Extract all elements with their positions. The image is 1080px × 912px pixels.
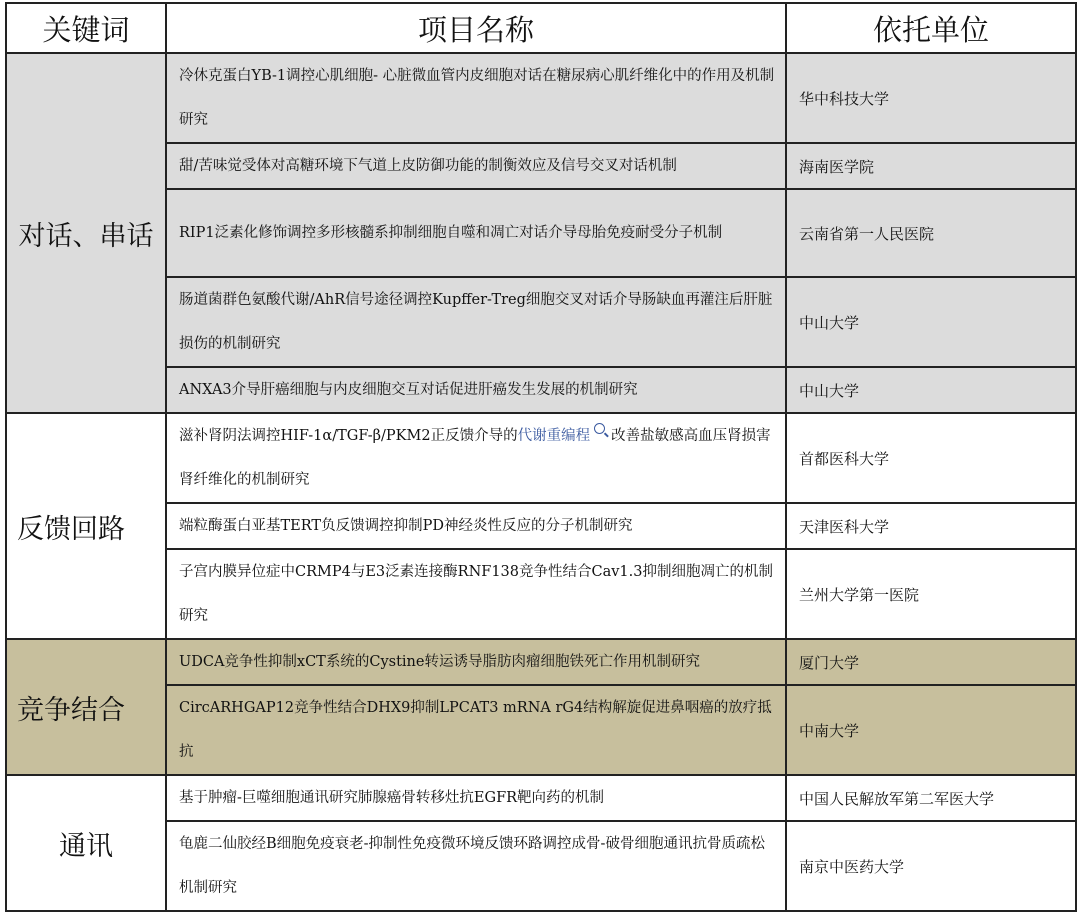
- unit-cell: 中山大学: [786, 367, 1076, 413]
- table-row: [6, 367, 1076, 413]
- header-unit: 依托单位: [786, 3, 1076, 53]
- project-cell: CircARHGAP12竞争性结合DHX9抑制LPCAT3 mRNA rG4结构解旋促进鼻咽癌的放疗抵抗: [166, 685, 786, 775]
- unit-cell: 中国人民解放军第二军医大学: [786, 775, 1076, 821]
- unit-cell: 南京中医药大学: [786, 821, 1076, 911]
- unit-cell: 天津医科大学: [786, 503, 1076, 549]
- keyword-cell: 对话、串话: [6, 53, 166, 413]
- table-row: [6, 821, 1076, 911]
- project-cell: ANXA3介导肝癌细胞与内皮细胞交互对话促进肝癌发生发展的机制研究: [166, 367, 786, 413]
- header-row: [6, 3, 1076, 53]
- table-body: [6, 53, 1076, 911]
- table-row: [6, 53, 1076, 143]
- table-row: [6, 775, 1076, 821]
- search-icon[interactable]: [594, 423, 605, 434]
- table-row: [6, 503, 1076, 549]
- keyword-cell: 竞争结合: [6, 639, 166, 775]
- project-cell: 基于肿瘤-巨噬细胞通讯研究肺腺癌骨转移灶抗EGFR靶向药的机制: [166, 775, 786, 821]
- header-project: 项目名称: [166, 3, 786, 53]
- table-row: [6, 413, 1076, 503]
- keyword-cell: 通讯: [6, 775, 166, 911]
- table-header: [6, 3, 1076, 53]
- project-table: [5, 2, 1077, 912]
- header-keyword: 关键词: [6, 3, 166, 53]
- unit-cell: 首都医科大学: [786, 413, 1076, 503]
- unit-cell: 海南医学院: [786, 143, 1076, 189]
- table-row: [6, 549, 1076, 639]
- keyword-cell: 反馈回路: [6, 413, 166, 639]
- table-row: [6, 685, 1076, 775]
- project-cell: 子宫内膜异位症中CRMP4与E3泛素连接酶RNF138竞争性结合Cav1.3抑制细胞凋亡的机制研究: [166, 549, 786, 639]
- project-text: 改善盐敏感高血压肾损害肾纤维化的机制研究: [179, 428, 771, 488]
- project-cell: 甜/苦味觉受体对高糖环境下气道上皮防御功能的制衡效应及信号交叉对话机制: [166, 143, 786, 189]
- project-table-container: [5, 2, 1075, 898]
- keyword-link[interactable]: 代谢重编程: [517, 428, 591, 444]
- unit-cell: 厦门大学: [786, 639, 1076, 685]
- project-cell: [166, 413, 786, 503]
- project-cell: 冷休克蛋白YB-1调控心肌细胞- 心脏微血管内皮细胞对话在糖尿病心肌纤维化中的作用及机制研究: [166, 53, 786, 143]
- table-row: [6, 277, 1076, 367]
- table-row: [6, 639, 1076, 685]
- unit-cell: 中南大学: [786, 685, 1076, 775]
- project-cell: UDCA竞争性抑制xCT系统的Cystine转运诱导脂肪肉瘤细胞铁死亡作用机制研究: [166, 639, 786, 685]
- unit-cell: 华中科技大学: [786, 53, 1076, 143]
- table-row: [6, 189, 1076, 277]
- project-cell: 龟鹿二仙胶经B细胞免疫衰老-抑制性免疫微环境反馈环路调控成骨-破骨细胞通讯抗骨质疏松机制研究: [166, 821, 786, 911]
- table-row: [6, 143, 1076, 189]
- project-cell: RIP1泛素化修饰调控多形核髓系抑制细胞自噬和凋亡对话介导母胎免疫耐受分子机制: [166, 189, 786, 277]
- project-cell: 端粒酶蛋白亚基TERT负反馈调控抑制PD神经炎性反应的分子机制研究: [166, 503, 786, 549]
- project-text: 滋补肾阴法调控HIF-1α/TGF-β/PKM2正反馈介导的: [179, 428, 518, 444]
- unit-cell: 云南省第一人民医院: [786, 189, 1076, 277]
- unit-cell: 兰州大学第一医院: [786, 549, 1076, 639]
- project-cell: 肠道菌群色氨酸代谢/AhR信号途径调控Kupffer-Treg细胞交叉对话介导肠缺血再灌注后肝脏损伤的机制研究: [166, 277, 786, 367]
- unit-cell: 中山大学: [786, 277, 1076, 367]
